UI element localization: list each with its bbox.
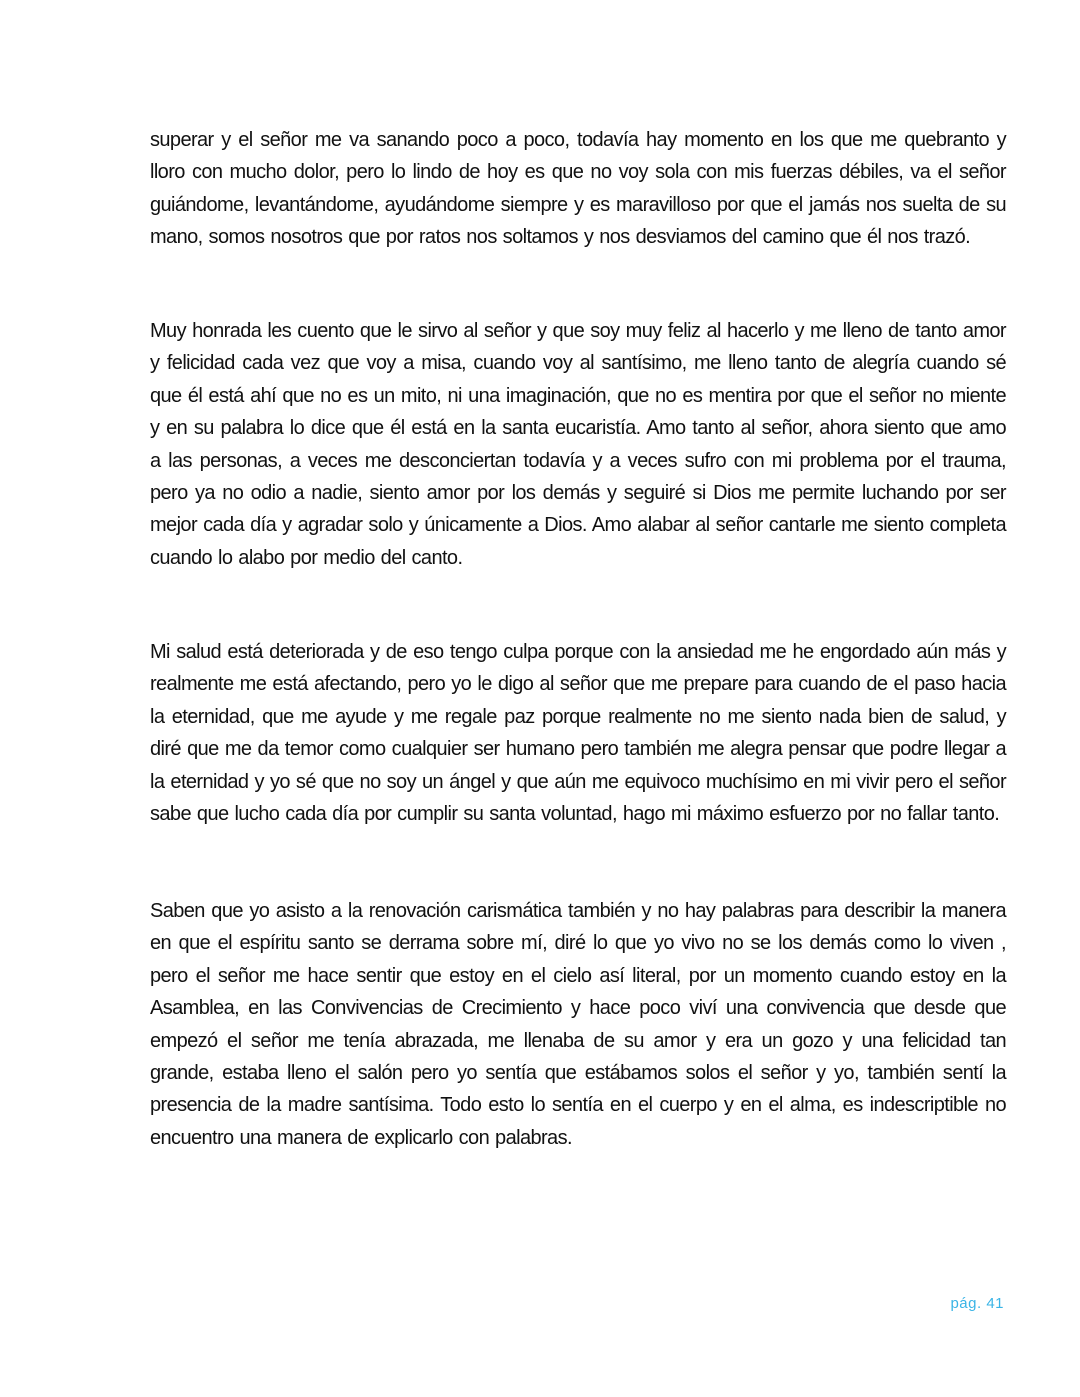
- paragraph-2: Muy honrada les cuento que le sirvo al señor y que soy muy feliz al hacerlo y me lleno de tanto amor y felicidad cada vez que voy a misa, cuando voy al santísimo, me lleno tanto de alegría cuando sé que él está ahí que no es un mito, ni una imaginación, que no es mentira por que el señor no miente y en su palabra lo dice que él está en la santa eucaristía. Amo tanto al señor, ahora siento que amo a las personas, a veces me desconciertan todavía y a veces sufro con mi problema por el trauma, pero ya no odio a nadie, siento amor por los demás y seguiré si Dios me permite luchando por ser mejor cada día y agradar solo y únicamente a Dios. Amo alabar al señor cantarle me siento completa cuando lo alabo por medio del canto.: [150, 320, 1006, 569]
- page-number: pág. 41: [950, 1295, 1004, 1312]
- paragraph-1: superar y el señor me va sanando poco a poco, todavía hay momento en los que me quebranto y lloro con mucho dolor, pero lo lindo de hoy es que no voy sola con mis fuerzas débiles, va el señor guiándome, levantándome, ayudándome siempre y es maravilloso por que el jamás nos suelta de su mano, somos nosotros que por ratos nos soltamos y nos desviamos del camino que él nos trazó.: [150, 129, 1006, 249]
- paragraph-3: Mi salud está deteriorada y de eso tengo culpa porque con la ansiedad me he engordado aún más y realmente me está afectando, pero yo le digo al señor que me prepare para cuando de el paso hacia la eternidad, que me ayude y me regale paz porque realmente no me siento nada bien de salud, y diré que me da temor como cualquier ser humano pero también me alegra pensar que podre llegar a la eternidad y yo sé que no soy un ángel y que aún me equivoco muchísimo en mi vivir pero el señor sabe que lucho cada día por cumplir su santa voluntad, hago mi máximo esfuerzo por no fallar tanto.: [150, 641, 1006, 826]
- paragraph-4: Saben que yo asisto a la renovación carismática también y no hay palabras para describir la manera en que el espíritu santo se derrama sobre mí, diré lo que yo vivo no se los demás como lo viven , pero el señor me hace sentir que estoy en el cielo así literal, por un momento cuando estoy en la Asamblea, en las Convivencias de Crecimiento y hace poco viví una convivencia que desde que empezó el señor me tenía abrazada, me llenaba de su amor y era un gozo y una felicidad tan grande, estaba lleno el salón pero yo sentía que estábamos solos el señor y yo, también sentí la presencia de la madre santísima. Todo esto lo sentía en el cuerpo y en el alma, es indescriptible no encuentro una manera de explicarlo con palabras.: [150, 900, 1006, 1149]
